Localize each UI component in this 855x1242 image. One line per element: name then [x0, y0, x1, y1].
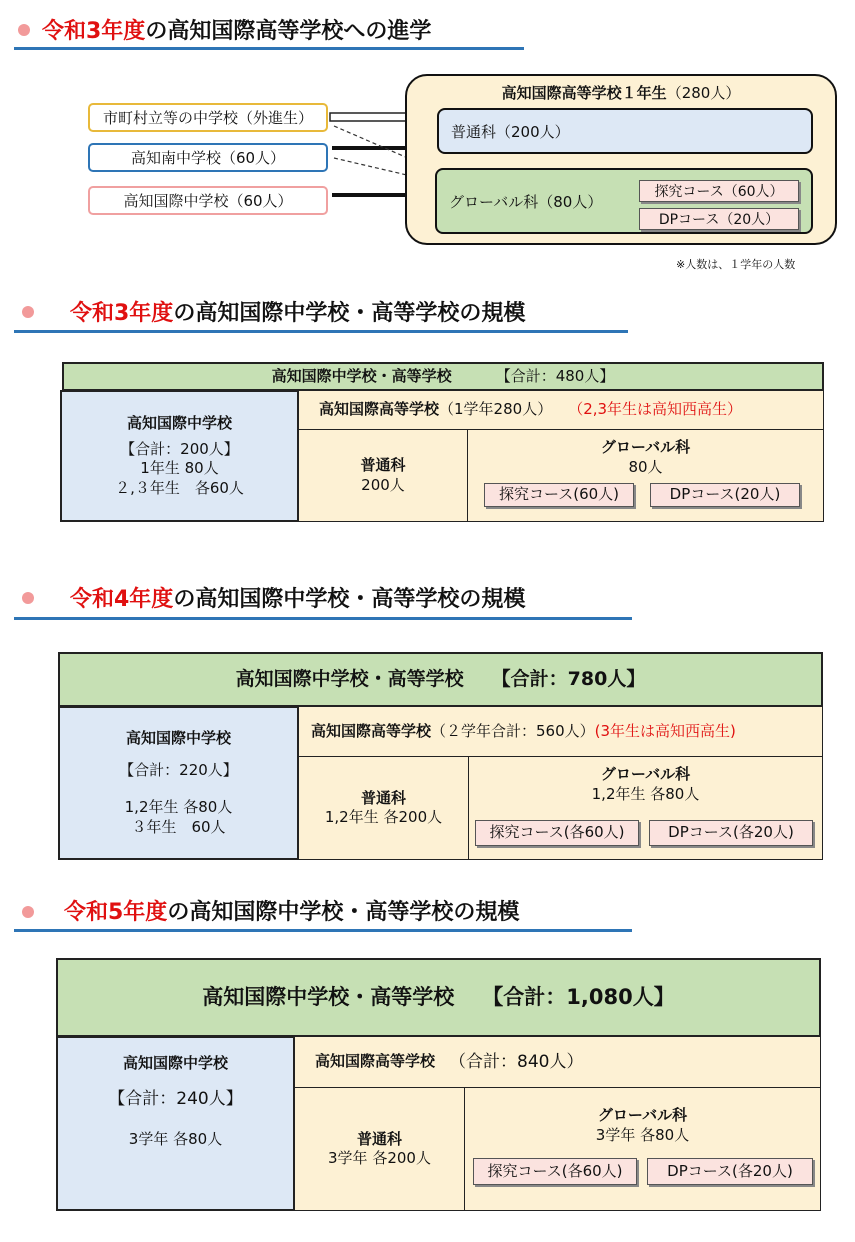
dp-course-tag: DPコース(各20人)	[649, 820, 813, 846]
scale-table-r4	[58, 652, 823, 860]
section3-heading: 令和4年度の高知国際中学校・高等学校の規模	[70, 587, 526, 612]
section1-heading: 令和3年度の高知国際高等学校への進学	[42, 19, 432, 44]
global-cell: グローバル科 1,2年生 各80人 探究コース(各60人) DPコース(各20人)	[468, 756, 823, 860]
heading-underline	[14, 929, 632, 932]
dp-course-tag: DPコース（20人）	[639, 208, 799, 230]
general-cell: 普通科 200人	[298, 429, 468, 522]
scale-table-r3	[60, 362, 824, 522]
jhs-cell: 高知国際中学校 【合計：240人】 3学年 各80人	[56, 1036, 295, 1211]
global-cell: グローバル科 3学年 各80人 探究コース(各60人) DPコース(各20人)	[464, 1087, 821, 1211]
hs-first-year-panel	[405, 74, 837, 245]
dp-course-tag: DPコース(各20人)	[647, 1158, 813, 1185]
source-minami-jhs: 高知南中学校（60人）	[88, 143, 328, 172]
hs-header-cell: 高知国際高等学校 （２学年合計：560人） (3年生は高知西高生)	[298, 706, 823, 757]
table-title-row: 高知国際中学校・高等学校 【合計：780人】	[58, 652, 823, 707]
bullet-icon	[22, 592, 34, 604]
bullet-icon	[22, 906, 34, 918]
inquiry-course-tag: 探究コース(各60人)	[473, 1158, 637, 1185]
count-note: ※人数は、１学年の人数	[676, 258, 796, 271]
general-cell: 普通科 3学年 各200人	[294, 1087, 465, 1211]
jhs-cell: 高知国際中学校 【合計：220人】 1,2年生 各80人 ３年生 60人	[58, 706, 299, 860]
global-course-box	[435, 168, 813, 234]
inquiry-course-tag: 探究コース(60人)	[484, 483, 634, 507]
section4-heading: 令和5年度の高知国際中学校・高等学校の規模	[64, 900, 520, 925]
hs-first-year-title: 高知国際高等学校１年生（280人）	[501, 84, 741, 102]
general-cell: 普通科 1,2年生 各200人	[298, 756, 469, 860]
table-title-row: 高知国際中学校・高等学校 【合計：1,080人】	[56, 958, 821, 1037]
heading-underline	[14, 330, 628, 333]
inquiry-course-tag: 探究コース(各60人)	[475, 820, 639, 846]
jhs-cell: 高知国際中学校 【合計：200人】 1年生 80人 ２,３年生 各60人	[60, 390, 299, 522]
global-cell: グローバル科 80人 探究コース(60人) DPコース(20人)	[467, 429, 824, 522]
bullet-icon	[18, 24, 30, 36]
general-course-box: 普通科（200人）	[437, 108, 813, 154]
hs-header-cell: 高知国際高等学校 （合計：840人）	[294, 1036, 821, 1088]
heading-underline	[14, 47, 524, 50]
section2-heading: 令和3年度の高知国際中学校・高等学校の規模	[70, 301, 526, 326]
inquiry-course-tag: 探究コース（60人）	[639, 180, 799, 202]
global-course-label: グローバル科（80人）	[449, 193, 603, 211]
source-public-jhs: 市町村立等の中学校（外進生）	[88, 103, 328, 132]
table-title-row: 高知国際中学校・高等学校 【合計：480人】	[62, 362, 824, 391]
scale-table-r5	[56, 958, 821, 1211]
bullet-icon	[22, 306, 34, 318]
hs-header-cell: 高知国際高等学校 （1学年280人） （2,3年生は高知西高生）	[298, 390, 824, 430]
dp-course-tag: DPコース(20人)	[650, 483, 800, 507]
heading-underline	[14, 617, 632, 620]
source-kokusai-jhs: 高知国際中学校（60人）	[88, 186, 328, 215]
